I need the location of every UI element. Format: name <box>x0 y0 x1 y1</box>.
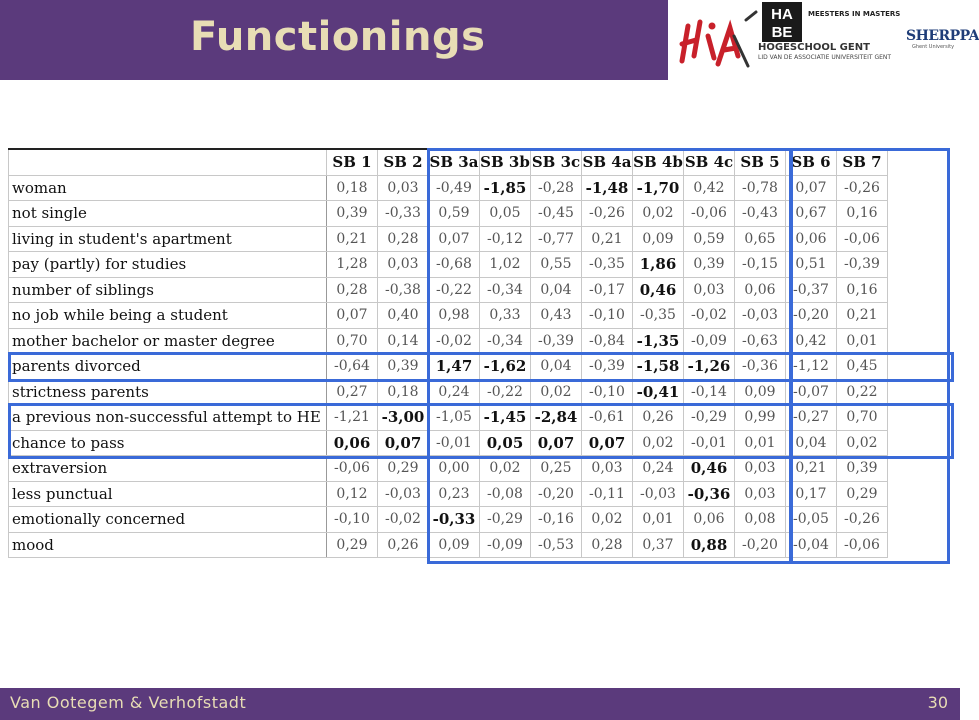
table-cell: -0,29 <box>684 405 735 431</box>
habe-logo <box>762 2 802 42</box>
column-header: SB 1 <box>327 149 378 175</box>
table-cell: 0,43 <box>531 303 582 329</box>
table-cell: -0,77 <box>531 226 582 252</box>
table-row <box>9 507 888 533</box>
table-cell: 0,39 <box>327 201 378 227</box>
table-row <box>9 379 888 405</box>
table-cell: 0,29 <box>837 481 888 507</box>
table-cell: -0,43 <box>735 201 786 227</box>
table-cell: 0,24 <box>633 456 684 482</box>
table-cell: -0,64 <box>327 354 378 380</box>
table-cell: -0,02 <box>378 507 429 533</box>
table-cell: -0,41 <box>633 379 684 405</box>
table-cell: -1,70 <box>633 175 684 201</box>
table-cell: -0,03 <box>378 481 429 507</box>
row-label: strictness parents <box>9 379 327 405</box>
table-cell: 0,26 <box>633 405 684 431</box>
sherppa-subtitle: Ghent University <box>911 44 955 50</box>
table-cell: -1,45 <box>480 405 531 431</box>
table-cell: 0,18 <box>378 379 429 405</box>
table-row <box>9 201 888 227</box>
table-cell: 0,01 <box>837 328 888 354</box>
coefficients-table <box>8 148 888 558</box>
row-label: parents divorced <box>9 354 327 380</box>
table-cell: -0,10 <box>582 379 633 405</box>
table-cell: 0,02 <box>582 507 633 533</box>
table-cell: 0,06 <box>684 507 735 533</box>
table-cell: 0,06 <box>327 430 378 456</box>
table-cell: -0,35 <box>633 303 684 329</box>
table-cell: 0,09 <box>735 379 786 405</box>
table-cell: 0,42 <box>786 328 837 354</box>
table-cell: -0,02 <box>429 328 480 354</box>
table-cell: -0,28 <box>531 175 582 201</box>
table-cell: 0,21 <box>837 303 888 329</box>
table-cell: 0,99 <box>735 405 786 431</box>
table-row <box>9 532 888 558</box>
table-cell: -0,09 <box>480 532 531 558</box>
table-cell: 0,07 <box>786 175 837 201</box>
table-cell: -0,33 <box>378 201 429 227</box>
table-cell: 0,23 <box>429 481 480 507</box>
table-row <box>9 226 888 252</box>
table-cell: -1,21 <box>327 405 378 431</box>
column-header: SB 3b <box>480 149 531 175</box>
table-cell: 1,47 <box>429 354 480 380</box>
table-cell: -0,36 <box>735 354 786 380</box>
table-cell: 1,02 <box>480 252 531 278</box>
table-cell: -0,49 <box>429 175 480 201</box>
sherppa-logo <box>906 10 979 70</box>
table-cell: -0,11 <box>582 481 633 507</box>
column-header: SB 3a <box>429 149 480 175</box>
table-cell: 1,86 <box>633 252 684 278</box>
table-header-row <box>9 149 888 175</box>
row-label: mother bachelor or master degree <box>9 328 327 354</box>
table-cell: 0,88 <box>684 532 735 558</box>
table-cell: 0,45 <box>837 354 888 380</box>
row-label: less punctual <box>9 481 327 507</box>
hiva-logo <box>674 6 770 76</box>
table-cell: 0,28 <box>327 277 378 303</box>
table-cell: -0,07 <box>786 379 837 405</box>
row-label: not single <box>9 201 327 227</box>
table-cell: 0,70 <box>837 405 888 431</box>
table-cell: -0,37 <box>786 277 837 303</box>
table-row <box>9 405 888 431</box>
table-cell: -0,09 <box>684 328 735 354</box>
table-cell: -0,06 <box>837 226 888 252</box>
table-cell: -0,26 <box>837 507 888 533</box>
column-header: SB 2 <box>378 149 429 175</box>
table-cell: 0,02 <box>480 456 531 482</box>
table-cell: 0,04 <box>531 354 582 380</box>
table-cell: -1,62 <box>480 354 531 380</box>
table-cell: 0,25 <box>531 456 582 482</box>
table-cell: 0,08 <box>735 507 786 533</box>
table-cell: 0,39 <box>378 354 429 380</box>
table-cell: -1,58 <box>633 354 684 380</box>
table-cell: -1,85 <box>480 175 531 201</box>
table-cell: 0,07 <box>327 303 378 329</box>
table-cell: 0,14 <box>378 328 429 354</box>
meesters-tagline: MEESTERS IN MASTERS <box>808 10 901 18</box>
table-cell: 0,07 <box>582 430 633 456</box>
table-cell: 0,03 <box>735 481 786 507</box>
table-cell: 0,02 <box>837 430 888 456</box>
table-cell: 0,16 <box>837 277 888 303</box>
table-cell: 0,26 <box>378 532 429 558</box>
table-cell: -0,10 <box>582 303 633 329</box>
table-cell: 0,21 <box>582 226 633 252</box>
column-header: SB 4b <box>633 149 684 175</box>
table-cell: -0,34 <box>480 277 531 303</box>
row-label: mood <box>9 532 327 558</box>
table-cell: -0,20 <box>531 481 582 507</box>
table-cell: 0,98 <box>429 303 480 329</box>
table-cell: 0,22 <box>837 379 888 405</box>
table-cell: -0,39 <box>582 354 633 380</box>
hogeschool-name: HOGESCHOOL GENT <box>758 42 870 53</box>
table-cell: 0,03 <box>684 277 735 303</box>
row-label: living in student's apartment <box>9 226 327 252</box>
table-cell: -1,26 <box>684 354 735 380</box>
row-label: extraversion <box>9 456 327 482</box>
table-cell: -0,06 <box>684 201 735 227</box>
table-cell: 0,42 <box>684 175 735 201</box>
table-cell: -0,63 <box>735 328 786 354</box>
table-cell: 0,03 <box>378 252 429 278</box>
table-cell: -0,02 <box>684 303 735 329</box>
header-label-cell <box>9 149 327 175</box>
column-header: SB 7 <box>837 149 888 175</box>
table-cell: -0,15 <box>735 252 786 278</box>
table-cell: 0,05 <box>480 430 531 456</box>
table-cell: -0,34 <box>480 328 531 354</box>
table-cell: -0,20 <box>735 532 786 558</box>
table-cell: 0,70 <box>327 328 378 354</box>
table-cell: 0,28 <box>582 532 633 558</box>
table-cell: 0,29 <box>378 456 429 482</box>
table-row <box>9 277 888 303</box>
table-cell: 0,51 <box>786 252 837 278</box>
table-cell: -1,12 <box>786 354 837 380</box>
table-cell: -3,00 <box>378 405 429 431</box>
table-cell: 0,09 <box>633 226 684 252</box>
table-row <box>9 481 888 507</box>
table-cell: -0,29 <box>480 507 531 533</box>
table-cell: -0,45 <box>531 201 582 227</box>
table-cell: -0,27 <box>786 405 837 431</box>
table-cell: 0,12 <box>327 481 378 507</box>
table-cell: -0,05 <box>786 507 837 533</box>
table-cell: 0,05 <box>480 201 531 227</box>
table-cell: -0,36 <box>684 481 735 507</box>
column-header: SB 3c <box>531 149 582 175</box>
slide-title: Functionings <box>190 14 486 60</box>
table-cell: 0,46 <box>633 277 684 303</box>
column-header: SB 4a <box>582 149 633 175</box>
table-cell: -0,16 <box>531 507 582 533</box>
table-cell: 0,18 <box>327 175 378 201</box>
table-cell: -0,06 <box>837 532 888 558</box>
table-cell: -0,39 <box>531 328 582 354</box>
table-cell: 0,02 <box>531 379 582 405</box>
row-label: emotionally concerned <box>9 507 327 533</box>
table-cell: 0,01 <box>633 507 684 533</box>
table-row <box>9 456 888 482</box>
table-cell: -0,01 <box>684 430 735 456</box>
table-body <box>9 175 888 558</box>
table-row <box>9 303 888 329</box>
table-cell: 0,65 <box>735 226 786 252</box>
table-cell: 0,02 <box>633 201 684 227</box>
table-cell: 0,07 <box>429 226 480 252</box>
table-cell: -0,68 <box>429 252 480 278</box>
table-row <box>9 328 888 354</box>
table-cell: 0,06 <box>735 277 786 303</box>
table-cell: -0,35 <box>582 252 633 278</box>
table-cell: -0,26 <box>837 175 888 201</box>
svg-text:HA: HA <box>771 6 793 23</box>
table-cell: -0,04 <box>786 532 837 558</box>
table-cell: -1,35 <box>633 328 684 354</box>
table-cell: 0,06 <box>786 226 837 252</box>
table-cell: -0,26 <box>582 201 633 227</box>
sherppa-name: SHERPPA <box>906 28 979 44</box>
table-cell: 0,21 <box>786 456 837 482</box>
footer-bar <box>0 688 960 720</box>
table-cell: 0,33 <box>480 303 531 329</box>
table-cell: -0,39 <box>837 252 888 278</box>
logo-area <box>668 0 979 80</box>
table-cell: 0,16 <box>837 201 888 227</box>
table-cell: 0,09 <box>429 532 480 558</box>
table-cell: 0,29 <box>327 532 378 558</box>
table-cell: -0,01 <box>429 430 480 456</box>
table-cell: 0,40 <box>378 303 429 329</box>
table-cell: -0,03 <box>633 481 684 507</box>
table-cell: -0,22 <box>429 277 480 303</box>
table-cell: -0,38 <box>378 277 429 303</box>
row-label: a previous non-successful attempt to HE <box>9 405 327 431</box>
column-header: SB 6 <box>786 149 837 175</box>
table-cell: 0,46 <box>684 456 735 482</box>
column-header: SB 4c <box>684 149 735 175</box>
table-cell: -0,53 <box>531 532 582 558</box>
table-cell: 0,03 <box>378 175 429 201</box>
table-cell: -0,14 <box>684 379 735 405</box>
table-cell: 0,03 <box>735 456 786 482</box>
table-cell: 0,17 <box>786 481 837 507</box>
table-cell: -2,84 <box>531 405 582 431</box>
table-cell: -0,12 <box>480 226 531 252</box>
hogeschool-logo <box>758 42 891 61</box>
table-row <box>9 175 888 201</box>
column-header: SB 5 <box>735 149 786 175</box>
table-cell: 0,03 <box>582 456 633 482</box>
table-cell: -0,06 <box>327 456 378 482</box>
row-label: number of siblings <box>9 277 327 303</box>
table-cell: -0,78 <box>735 175 786 201</box>
table-cell: 0,24 <box>429 379 480 405</box>
table-cell: 0,01 <box>735 430 786 456</box>
table-cell: 0,02 <box>633 430 684 456</box>
table-cell: -0,33 <box>429 507 480 533</box>
table-cell: -0,03 <box>735 303 786 329</box>
row-label: woman <box>9 175 327 201</box>
row-label: chance to pass <box>9 430 327 456</box>
table-cell: -1,48 <box>582 175 633 201</box>
table-cell: -0,10 <box>327 507 378 533</box>
hogeschool-subtitle: LID VAN DE ASSOCIATIE UNIVERSITEIT GENT <box>758 54 892 61</box>
table-cell: 0,39 <box>837 456 888 482</box>
table-cell: 0,07 <box>378 430 429 456</box>
table-cell: 0,04 <box>786 430 837 456</box>
table-cell: 0,07 <box>531 430 582 456</box>
table-cell: 0,28 <box>378 226 429 252</box>
table-cell: 0,59 <box>429 201 480 227</box>
table-cell: 0,39 <box>684 252 735 278</box>
svg-text:BE: BE <box>771 24 793 41</box>
table-cell: -0,08 <box>480 481 531 507</box>
table-cell: -0,20 <box>786 303 837 329</box>
row-label: pay (partly) for studies <box>9 252 327 278</box>
footer-authors: Van Ootegem & Verhofstadt <box>10 693 247 712</box>
table-row <box>9 430 888 456</box>
table-cell: 0,55 <box>531 252 582 278</box>
table-cell: 0,00 <box>429 456 480 482</box>
table-cell: -0,17 <box>582 277 633 303</box>
table-cell: 0,37 <box>633 532 684 558</box>
table-cell: 1,28 <box>327 252 378 278</box>
table-cell: 0,27 <box>327 379 378 405</box>
table-cell: 0,04 <box>531 277 582 303</box>
table-cell: 0,59 <box>684 226 735 252</box>
table-cell: -0,61 <box>582 405 633 431</box>
page-number: 30 <box>927 693 948 712</box>
table-cell: 0,67 <box>786 201 837 227</box>
table-cell: -0,22 <box>480 379 531 405</box>
row-label: no job while being a student <box>9 303 327 329</box>
table-cell: -0,84 <box>582 328 633 354</box>
table-row <box>9 354 888 380</box>
table-row <box>9 252 888 278</box>
table-cell: 0,21 <box>327 226 378 252</box>
title-bar <box>0 0 668 80</box>
table-cell: -1,05 <box>429 405 480 431</box>
